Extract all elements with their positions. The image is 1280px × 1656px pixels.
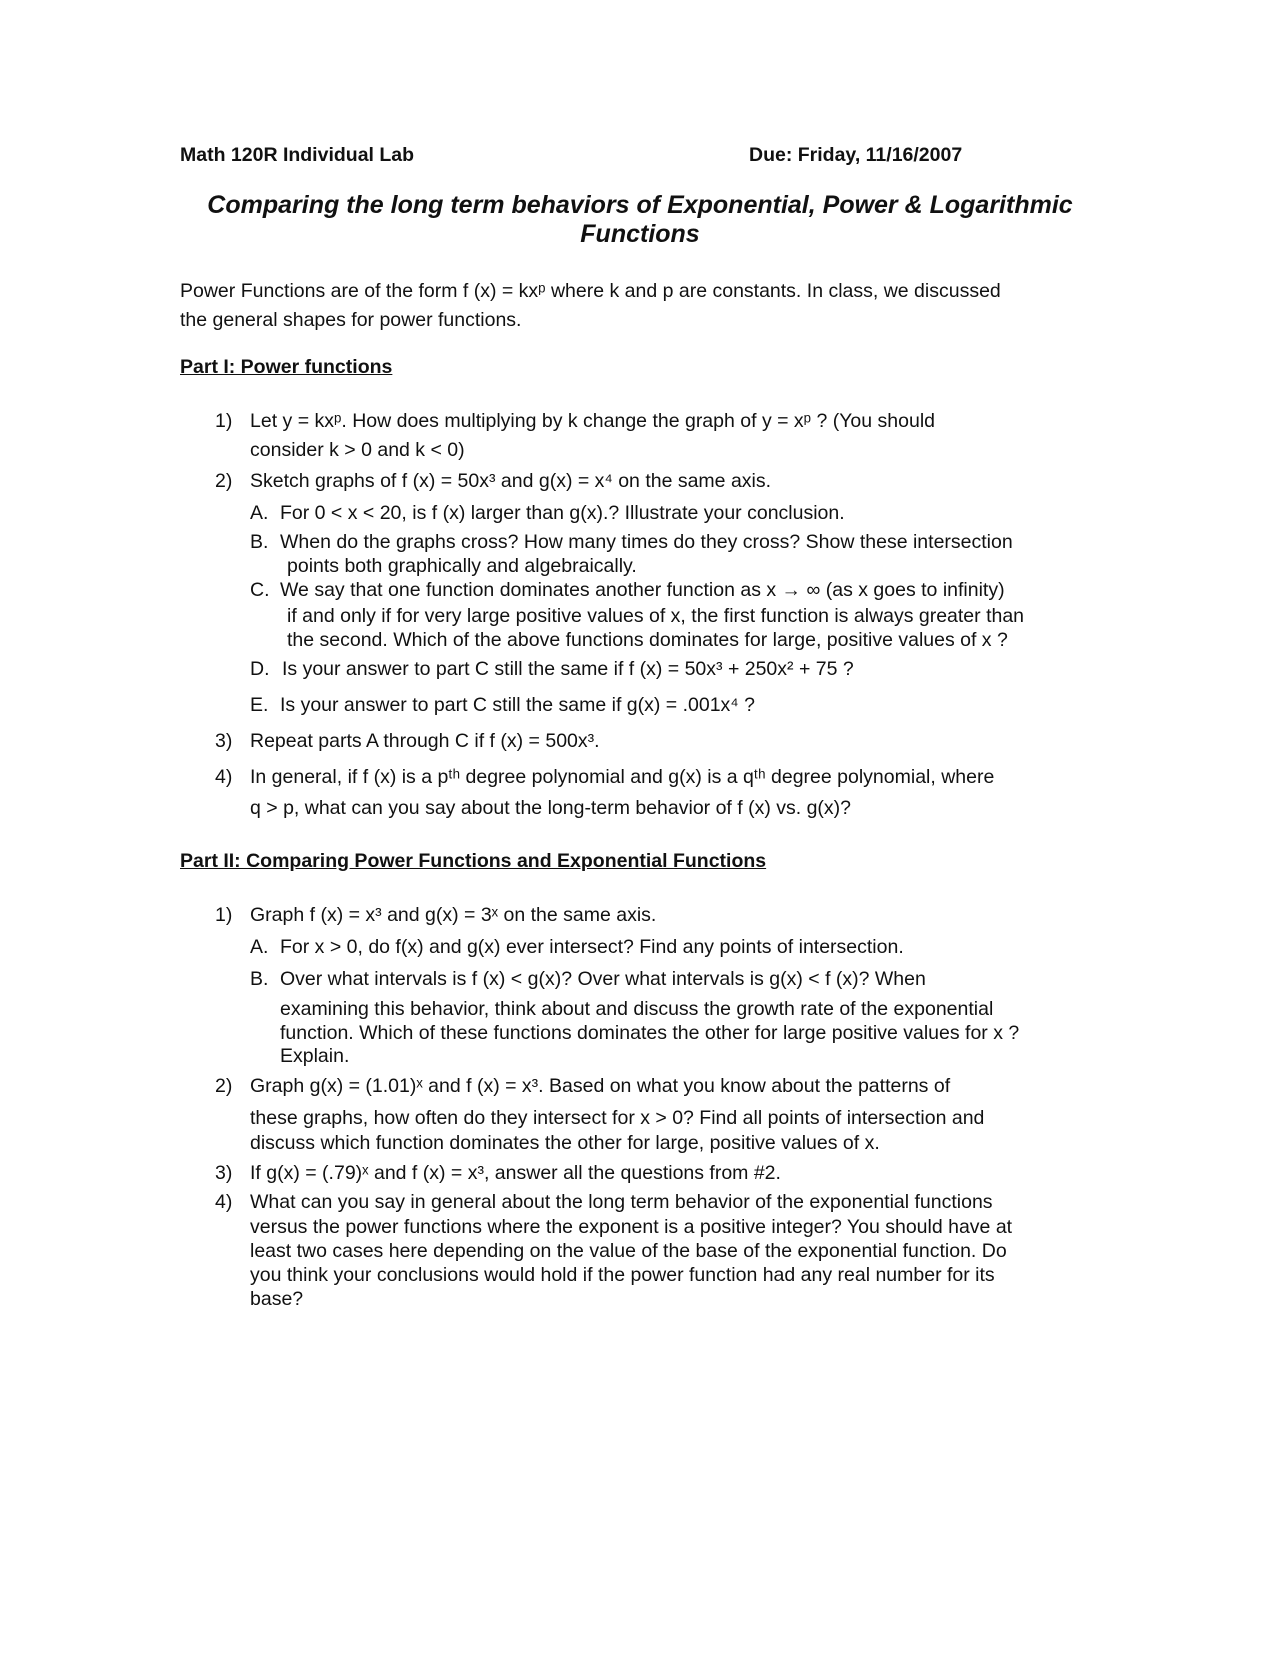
question-line: Over what intervals is f (x) < g(x)? Over what intervals is g(x) < f (x)? When <box>280 968 926 990</box>
question-line: Repeat parts A through C if f (x) = 500x³. <box>250 730 600 752</box>
sub-letter: B. <box>250 968 269 990</box>
question-line: We say that one function dominates another function as x → ∞ (as x goes to infinity) <box>280 579 1005 601</box>
question-line: q > p, what can you say about the long-term behavior of f (x) vs. g(x)? <box>250 797 852 819</box>
sub-letter: A. <box>250 502 269 524</box>
course-label: Math 120R Individual Lab <box>180 144 415 166</box>
part1-heading: Part I: Power functions <box>180 356 393 378</box>
question-line: consider k > 0 and k < 0) <box>250 439 465 461</box>
question-line: If g(x) = (.79)ˣ and f (x) = x³, answer all the questions from #2. <box>250 1162 781 1184</box>
question-line: Let y = kxᵖ. How does multiplying by k change the graph of y = xᵖ ? (You should <box>250 410 935 432</box>
question-line: least two cases here depending on the value of the base of the exponential function. Do <box>250 1240 1007 1262</box>
question-line: versus the power functions where the exponent is a positive integer? You should have at <box>250 1216 1013 1238</box>
title-line-1: Comparing the long term behaviors of Exponential, Power & Logarithmic <box>207 191 1073 219</box>
question-line: Is your answer to part C still the same if g(x) = .001x⁴ ? <box>280 694 755 716</box>
question-line: Graph g(x) = (1.01)ˣ and f (x) = x³. Based on what you know about the patterns of <box>250 1075 951 1097</box>
question-line: base? <box>250 1288 304 1310</box>
intro-line: Power Functions are of the form f (x) = kxᵖ where k and p are constants. In class, we discussed <box>180 280 1001 302</box>
question-line: In general, if f (x) is a pᵗʰ degree polynomial and g(x) is a qᵗʰ degree polynomial, where <box>250 766 995 788</box>
item-number: 2) <box>215 470 233 492</box>
question-line: you think your conclusions would hold if the power function had any real number for its <box>250 1264 995 1286</box>
sub-letter: A. <box>250 936 269 958</box>
sub-letter: D. <box>250 658 270 680</box>
item-number: 2) <box>215 1075 233 1097</box>
title-line-2: Functions <box>580 220 700 248</box>
question-line: What can you say in general about the long term behavior of the exponential functions <box>250 1191 993 1213</box>
item-number: 4) <box>215 1191 233 1213</box>
question-line: Explain. <box>280 1045 350 1067</box>
question-line: discuss which function dominates the other for large, positive values of x. <box>250 1132 880 1154</box>
question-line: Graph f (x) = x³ and g(x) = 3ˣ on the same axis. <box>250 904 657 926</box>
item-number: 4) <box>215 766 233 788</box>
question-line: these graphs, how often do they intersect for x > 0? Find all points of intersection and <box>250 1107 985 1129</box>
sub-letter: E. <box>250 694 269 716</box>
question-line: if and only if for very large positive values of x, the first function is always greater than <box>287 605 1025 627</box>
question-line: When do the graphs cross? How many times do they cross? Show these intersection <box>280 531 1013 553</box>
item-number: 3) <box>215 730 233 752</box>
item-number: 1) <box>215 410 233 432</box>
question-line: the second. Which of the above functions dominates for large, positive values of x ? <box>287 629 1008 651</box>
question-line: Is your answer to part C still the same if f (x) = 50x³ + 250x² + 75 ? <box>282 658 854 680</box>
intro-line: the general shapes for power functions. <box>180 309 522 331</box>
question-line: For 0 < x < 20, is f (x) larger than g(x).? Illustrate your conclusion. <box>280 502 845 524</box>
part2-heading: Part II: Comparing Power Functions and Exponential Functions <box>180 850 767 872</box>
question-line: points both graphically and algebraically. <box>287 555 637 577</box>
due-date: Due: Friday, 11/16/2007 <box>749 144 963 166</box>
question-line: For x > 0, do f(x) and g(x) ever intersect? Find any points of intersection. <box>280 936 904 958</box>
sub-letter: B. <box>250 531 269 553</box>
question-line: examining this behavior, think about and discuss the growth rate of the exponential <box>280 998 994 1020</box>
question-line: function. Which of these functions dominates the other for large positive values for x ? <box>280 1022 1020 1044</box>
sub-letter: C. <box>250 579 270 601</box>
question-line: Sketch graphs of f (x) = 50x³ and g(x) = x⁴ on the same axis. <box>250 470 772 492</box>
item-number: 1) <box>215 904 233 926</box>
item-number: 3) <box>215 1162 233 1184</box>
